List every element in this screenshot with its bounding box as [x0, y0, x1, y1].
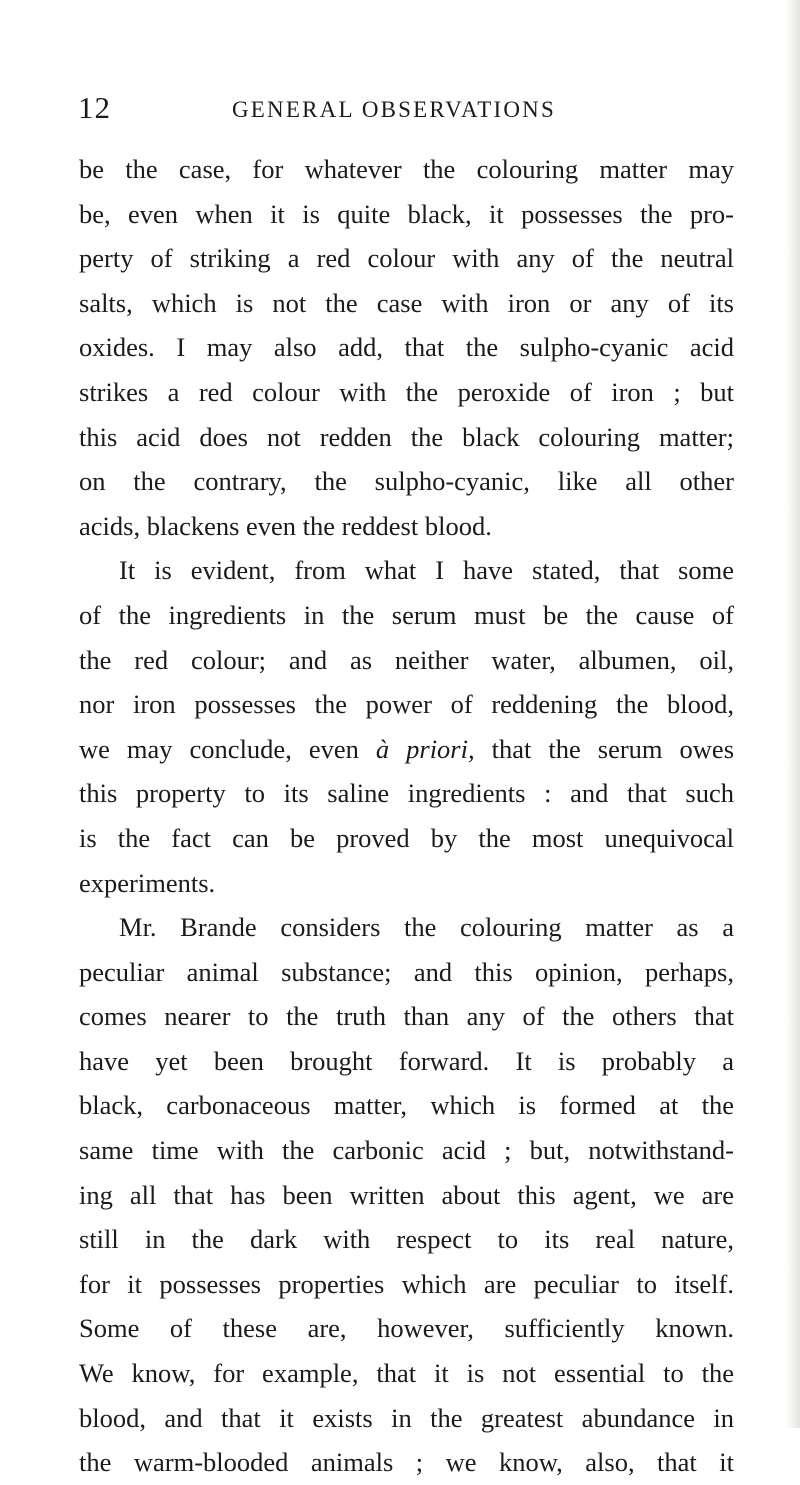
- text-line: still in the dark with respect to its real nature,: [79, 1224, 734, 1255]
- text-line: this acid does not redden the black colouring matter;: [79, 421, 734, 452]
- body-text: [79, 147, 734, 1485]
- text-line: We know, for example, that it is not essential to the: [79, 1358, 734, 1389]
- text-segment: we may conclude, even: [79, 733, 359, 764]
- text-line: comes nearer to the truth than any of the others that: [79, 1001, 734, 1032]
- text-line: have yet been brought forward. It is probably a: [79, 1045, 734, 1076]
- page-header: [78, 88, 738, 128]
- text-line: blood, and that it exists in the greatest abundance in: [79, 1402, 734, 1433]
- text-line: for it possesses properties which are peculiar to itself.: [79, 1268, 734, 1299]
- text-line: black, carbonaceous matter, which is formed at the: [79, 1090, 734, 1121]
- text-line: is the fact can be proved by the most unequivocal: [79, 822, 734, 853]
- text-line: be, even when it is quite black, it possesses the pro-: [79, 198, 734, 229]
- running-head: GENERAL OBSERVATIONS: [232, 97, 556, 122]
- text-line: experiments.: [79, 867, 216, 898]
- text-line: the red colour; and as neither water, albumen, oil,: [79, 644, 734, 675]
- text-segment: that the serum owes: [491, 733, 735, 764]
- text-line: same time with the carbonic acid ; but, notwithstand-: [79, 1135, 734, 1166]
- page-number: 12: [78, 90, 111, 125]
- text-line: Mr. Brande considers the colouring matter as a: [119, 912, 734, 943]
- text-line: strikes a red colour with the peroxide of iron ; but: [79, 376, 734, 407]
- text-line: on the contrary, the sulpho-cyanic, like all other: [79, 466, 734, 497]
- text-line-mixed: [79, 727, 734, 772]
- italic-phrase: à priori,: [375, 733, 475, 764]
- text-line: peculiar animal substance; and this opinion, perhaps,: [79, 956, 734, 987]
- text-line: salts, which is not the case with iron or any of its: [79, 287, 734, 318]
- text-line: be the case, for whatever the colouring matter may: [79, 154, 734, 184]
- text-line: Some of these are, however, sufficiently known.: [79, 1313, 734, 1344]
- text-line: It is evident, from what I have stated, that some: [119, 555, 734, 586]
- text-line: oxides. I may also add, that the sulpho-cyanic acid: [79, 332, 734, 363]
- text-line: ing all that has been written about this agent, we are: [79, 1179, 734, 1210]
- text-line: nor iron possesses the power of reddening the blood,: [79, 689, 734, 720]
- text-line: perty of striking a red colour with any of the neutral: [79, 243, 734, 274]
- page-edge-shadow: [786, 0, 800, 1428]
- text-line: acids, blackens even the reddest blood.: [79, 510, 492, 541]
- text-line: of the ingredients in the serum must be the cause of: [79, 599, 734, 630]
- text-line: this property to its saline ingredients : and that such: [79, 778, 734, 809]
- text-line: the warm-blooded animals ; we know, also, that it: [79, 1447, 734, 1478]
